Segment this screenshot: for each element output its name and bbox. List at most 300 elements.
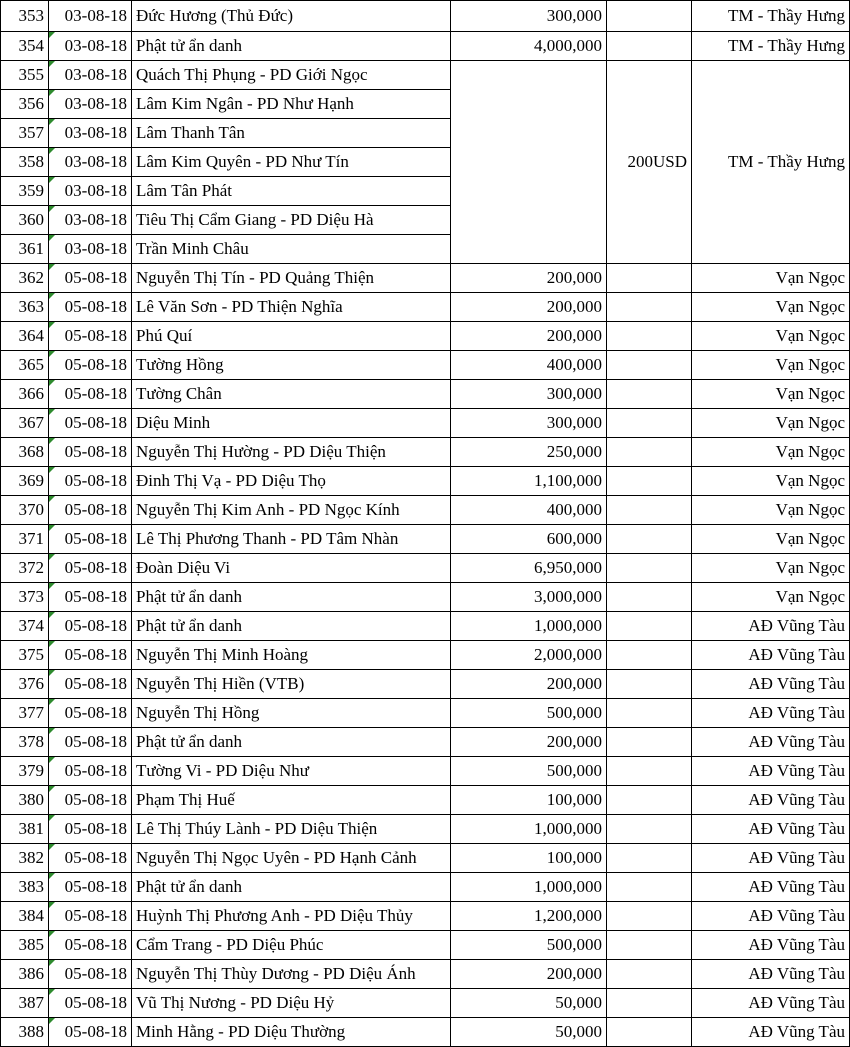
- row-date[interactable]: [49, 380, 132, 409]
- row-amount[interactable]: 1,000,000: [451, 815, 607, 844]
- row-source[interactable]: Vạn Ngọc: [692, 496, 850, 525]
- row-date-text: 05-08-18: [64, 732, 127, 751]
- row-number[interactable]: 378: [1, 728, 49, 757]
- row-date-text: 05-08-18: [64, 674, 127, 693]
- row-donor-name[interactable]: Lâm Kim Ngân - PD Như Hạnh: [132, 90, 451, 119]
- row-donor-name[interactable]: Phật tử ẩn danh: [132, 728, 451, 757]
- row-number[interactable]: 377: [1, 699, 49, 728]
- row-amount[interactable]: 50,000: [451, 989, 607, 1018]
- error-indicator-icon: [49, 496, 55, 502]
- row-date[interactable]: [49, 1018, 132, 1047]
- row-date-text: 05-08-18: [64, 877, 127, 896]
- row-date[interactable]: [49, 815, 132, 844]
- row-amount[interactable]: 500,000: [451, 699, 607, 728]
- error-indicator-icon: [49, 409, 55, 415]
- table-row: [1, 554, 850, 583]
- row-date-text: 03-08-18: [64, 6, 127, 25]
- row-source[interactable]: AĐ Vũng Tàu: [692, 786, 850, 815]
- row-donor-name[interactable]: Trần Minh Châu: [132, 235, 451, 264]
- row-source[interactable]: Vạn Ngọc: [692, 380, 850, 409]
- row-date-text: 05-08-18: [64, 848, 127, 867]
- row-date[interactable]: [49, 322, 132, 351]
- row-date-text: 03-08-18: [64, 65, 127, 84]
- row-amount[interactable]: 250,000: [451, 438, 607, 467]
- row-usd-amount[interactable]: [607, 670, 692, 699]
- row-amount[interactable]: 3,000,000: [451, 583, 607, 612]
- table-row: [1, 438, 850, 467]
- row-usd-amount[interactable]: [607, 496, 692, 525]
- row-usd-amount[interactable]: [607, 438, 692, 467]
- table-row: [1, 525, 850, 554]
- row-donor-name[interactable]: Nguyễn Thị Hồng: [132, 699, 451, 728]
- row-donor-name[interactable]: Lê Thị Thúy Lành - PD Diệu Thiện: [132, 815, 451, 844]
- row-donor-name[interactable]: Tiêu Thị Cẩm Giang - PD Diệu Hà: [132, 206, 451, 235]
- row-date-text: 05-08-18: [64, 529, 127, 548]
- row-date-text: 05-08-18: [64, 703, 127, 722]
- row-date-text: 05-08-18: [64, 993, 127, 1012]
- row-date[interactable]: [49, 351, 132, 380]
- row-date-text: 03-08-18: [64, 94, 127, 113]
- row-amount[interactable]: [451, 206, 607, 235]
- row-donor-name[interactable]: Phật tử ẩn danh: [132, 32, 451, 61]
- row-donor-name[interactable]: Lâm Kim Quyên - PD Như Tín: [132, 148, 451, 177]
- group-usd-amount[interactable]: 200USD: [607, 61, 692, 264]
- row-number[interactable]: 365: [1, 351, 49, 380]
- row-donor-name[interactable]: Nguyễn Thị Minh Hoàng: [132, 641, 451, 670]
- table-row: [1, 641, 850, 670]
- row-amount[interactable]: 100,000: [451, 844, 607, 873]
- table-row: [1, 844, 850, 873]
- error-indicator-icon: [49, 815, 55, 821]
- row-number[interactable]: 374: [1, 612, 49, 641]
- error-indicator-icon: [49, 322, 55, 328]
- row-number[interactable]: 370: [1, 496, 49, 525]
- row-usd-amount[interactable]: [607, 873, 692, 902]
- table-row: [1, 293, 850, 322]
- error-indicator-icon: [49, 931, 55, 937]
- table-row: [1, 264, 850, 293]
- row-amount[interactable]: 50,000: [451, 1018, 607, 1047]
- row-number[interactable]: 357: [1, 119, 49, 148]
- row-amount[interactable]: 1,200,000: [451, 902, 607, 931]
- error-indicator-icon: [49, 728, 55, 734]
- error-indicator-icon: [49, 467, 55, 473]
- row-number[interactable]: 366: [1, 380, 49, 409]
- row-date[interactable]: [49, 583, 132, 612]
- row-usd-amount[interactable]: [607, 960, 692, 989]
- row-amount[interactable]: 200,000: [451, 264, 607, 293]
- row-amount[interactable]: 400,000: [451, 496, 607, 525]
- row-donor-name[interactable]: Phú Quí: [132, 322, 451, 351]
- row-date-text: 05-08-18: [64, 906, 127, 925]
- row-number[interactable]: 354: [1, 32, 49, 61]
- row-date-text: 05-08-18: [64, 471, 127, 490]
- table-row: [1, 496, 850, 525]
- table-row: [1, 931, 850, 960]
- row-usd-amount[interactable]: [607, 409, 692, 438]
- row-source[interactable]: AĐ Vũng Tàu: [692, 844, 850, 873]
- row-date[interactable]: [49, 699, 132, 728]
- error-indicator-icon: [49, 293, 55, 299]
- row-source[interactable]: Vạn Ngọc: [692, 467, 850, 496]
- row-number[interactable]: 379: [1, 757, 49, 786]
- error-indicator-icon: [49, 902, 55, 908]
- error-indicator-icon: [49, 786, 55, 792]
- row-source[interactable]: Vạn Ngọc: [692, 583, 850, 612]
- row-date-text: 05-08-18: [64, 790, 127, 809]
- row-donor-name[interactable]: Nguyễn Thị Hiền (VTB): [132, 670, 451, 699]
- error-indicator-icon: [49, 844, 55, 850]
- row-number[interactable]: 367: [1, 409, 49, 438]
- row-date[interactable]: [49, 293, 132, 322]
- row-donor-name[interactable]: Nguyễn Thị Hường - PD Diệu Thiện: [132, 438, 451, 467]
- error-indicator-icon: [49, 583, 55, 589]
- row-usd-amount[interactable]: [607, 264, 692, 293]
- row-donor-name[interactable]: Lê Thị Phương Thanh - PD Tâm Nhàn: [132, 525, 451, 554]
- row-donor-name[interactable]: Nguyễn Thị Tín - PD Quảng Thiện: [132, 264, 451, 293]
- row-usd-amount[interactable]: [607, 1018, 692, 1047]
- row-number[interactable]: 363: [1, 293, 49, 322]
- table-row: [1, 380, 850, 409]
- error-indicator-icon: [49, 670, 55, 676]
- row-number[interactable]: 371: [1, 525, 49, 554]
- error-indicator-icon: [49, 119, 55, 125]
- row-source[interactable]: AĐ Vũng Tàu: [692, 1018, 850, 1047]
- row-date[interactable]: [49, 844, 132, 873]
- row-amount[interactable]: 1,100,000: [451, 467, 607, 496]
- row-date-text: 05-08-18: [64, 384, 127, 403]
- row-date[interactable]: [49, 728, 132, 757]
- row-date[interactable]: [49, 873, 132, 902]
- table-row: [1, 583, 850, 612]
- row-source[interactable]: AĐ Vũng Tàu: [692, 873, 850, 902]
- row-usd-amount[interactable]: [607, 380, 692, 409]
- row-donor-name[interactable]: Cẩm Trang - PD Diệu Phúc: [132, 931, 451, 960]
- row-date-text: 05-08-18: [64, 297, 127, 316]
- table-row: [1, 409, 850, 438]
- row-date[interactable]: [49, 670, 132, 699]
- row-date[interactable]: [49, 61, 132, 90]
- row-date[interactable]: [49, 409, 132, 438]
- row-source[interactable]: Vạn Ngọc: [692, 264, 850, 293]
- row-usd-amount[interactable]: [607, 641, 692, 670]
- row-usd-amount[interactable]: [607, 728, 692, 757]
- row-donor-name[interactable]: Phật tử ẩn danh: [132, 873, 451, 902]
- row-date[interactable]: [49, 235, 132, 264]
- row-number[interactable]: 359: [1, 177, 49, 206]
- row-donor-name[interactable]: Phật tử ẩn danh: [132, 583, 451, 612]
- row-usd-amount[interactable]: [607, 351, 692, 380]
- error-indicator-icon: [49, 612, 55, 618]
- row-date[interactable]: [49, 264, 132, 293]
- error-indicator-icon: [49, 438, 55, 444]
- row-date[interactable]: [49, 148, 132, 177]
- row-number[interactable]: 368: [1, 438, 49, 467]
- row-date-text: 03-08-18: [64, 123, 127, 142]
- row-source[interactable]: AĐ Vũng Tàu: [692, 728, 850, 757]
- row-date[interactable]: [49, 612, 132, 641]
- row-date-text: 05-08-18: [64, 645, 127, 664]
- row-source[interactable]: Vạn Ngọc: [692, 293, 850, 322]
- row-donor-name[interactable]: Tường Vi - PD Diệu Như: [132, 757, 451, 786]
- row-source[interactable]: AĐ Vũng Tàu: [692, 815, 850, 844]
- row-number[interactable]: 373: [1, 583, 49, 612]
- group-source[interactable]: TM - Thầy Hưng: [692, 61, 850, 264]
- row-usd-amount[interactable]: [607, 989, 692, 1018]
- row-donor-name[interactable]: Nguyễn Thị Thùy Dương - PD Diệu Ánh: [132, 960, 451, 989]
- row-donor-name[interactable]: Diệu Minh: [132, 409, 451, 438]
- row-date-text: 05-08-18: [64, 268, 127, 287]
- row-usd-amount[interactable]: [607, 554, 692, 583]
- row-usd-amount[interactable]: [607, 612, 692, 641]
- row-date[interactable]: [49, 525, 132, 554]
- row-donor-name[interactable]: Lâm Thanh Tân: [132, 119, 451, 148]
- row-date-text: 05-08-18: [64, 500, 127, 519]
- error-indicator-icon: [49, 32, 55, 38]
- row-amount[interactable]: [451, 148, 607, 177]
- row-date[interactable]: [49, 90, 132, 119]
- row-number[interactable]: 353: [1, 1, 49, 32]
- table-row: [1, 467, 850, 496]
- row-donor-name[interactable]: Tường Chân: [132, 380, 451, 409]
- row-donor-name[interactable]: Minh Hằng - PD Diệu Thường: [132, 1018, 451, 1047]
- error-indicator-icon: [49, 90, 55, 96]
- row-donor-name[interactable]: Nguyễn Thị Ngọc Uyên - PD Hạnh Cảnh: [132, 844, 451, 873]
- row-date-text: 05-08-18: [64, 964, 127, 983]
- row-amount[interactable]: 200,000: [451, 960, 607, 989]
- row-usd-amount[interactable]: [607, 322, 692, 351]
- error-indicator-icon: [49, 148, 55, 154]
- table-row: [1, 612, 850, 641]
- row-usd-amount[interactable]: [607, 699, 692, 728]
- row-amount[interactable]: 1,000,000: [451, 612, 607, 641]
- row-donor-name[interactable]: Tường Hồng: [132, 351, 451, 380]
- row-date[interactable]: [49, 989, 132, 1018]
- row-donor-name[interactable]: Đức Hương (Thủ Đức): [132, 1, 451, 32]
- row-source[interactable]: AĐ Vũng Tàu: [692, 989, 850, 1018]
- row-amount[interactable]: 1,000,000: [451, 873, 607, 902]
- table-row: [1, 32, 850, 61]
- row-date-text: 03-08-18: [64, 210, 127, 229]
- error-indicator-icon: [49, 960, 55, 966]
- row-date-text: 05-08-18: [64, 935, 127, 954]
- error-indicator-icon: [49, 873, 55, 879]
- row-date-text: 05-08-18: [64, 442, 127, 461]
- row-amount[interactable]: [451, 90, 607, 119]
- table-row: [1, 670, 850, 699]
- row-number[interactable]: 388: [1, 1018, 49, 1047]
- row-source[interactable]: Vạn Ngọc: [692, 554, 850, 583]
- error-indicator-icon: [49, 351, 55, 357]
- table-row: [1, 1, 850, 32]
- row-amount[interactable]: 300,000: [451, 1, 607, 32]
- row-amount[interactable]: 200,000: [451, 670, 607, 699]
- row-number[interactable]: 381: [1, 815, 49, 844]
- row-amount[interactable]: 4,000,000: [451, 32, 607, 61]
- row-source[interactable]: AĐ Vũng Tàu: [692, 902, 850, 931]
- error-indicator-icon: [49, 699, 55, 705]
- row-donor-name[interactable]: Đoàn Diệu Vi: [132, 554, 451, 583]
- error-indicator-icon: [49, 641, 55, 647]
- row-usd-amount[interactable]: [607, 786, 692, 815]
- row-donor-name[interactable]: Phật tử ẩn danh: [132, 612, 451, 641]
- table-row: [1, 728, 850, 757]
- row-date[interactable]: [49, 1, 132, 32]
- row-number[interactable]: 355: [1, 61, 49, 90]
- row-donor-name[interactable]: Lê Văn Sơn - PD Thiện Nghĩa: [132, 293, 451, 322]
- row-date-text: 03-08-18: [64, 239, 127, 258]
- row-date-text: 03-08-18: [64, 36, 127, 55]
- row-source[interactable]: Vạn Ngọc: [692, 409, 850, 438]
- row-donor-name[interactable]: Phạm Thị Huế: [132, 786, 451, 815]
- row-date-text: 05-08-18: [64, 616, 127, 635]
- error-indicator-icon: [49, 61, 55, 67]
- row-date[interactable]: [49, 32, 132, 61]
- row-donor-name[interactable]: Vũ Thị Nương - PD Diệu Hỷ: [132, 989, 451, 1018]
- row-usd-amount[interactable]: [607, 931, 692, 960]
- row-number[interactable]: 356: [1, 90, 49, 119]
- row-number[interactable]: 380: [1, 786, 49, 815]
- row-date[interactable]: [49, 960, 132, 989]
- table-row: [1, 873, 850, 902]
- row-source[interactable]: Vạn Ngọc: [692, 351, 850, 380]
- row-usd-amount[interactable]: [607, 902, 692, 931]
- row-amount[interactable]: [451, 61, 607, 90]
- table-row: [1, 960, 850, 989]
- row-amount[interactable]: [451, 119, 607, 148]
- row-amount[interactable]: 500,000: [451, 931, 607, 960]
- error-indicator-icon: [49, 380, 55, 386]
- row-date-text: 05-08-18: [64, 761, 127, 780]
- row-amount[interactable]: [451, 177, 607, 206]
- row-number[interactable]: 360: [1, 206, 49, 235]
- row-amount[interactable]: 300,000: [451, 409, 607, 438]
- row-source[interactable]: TM - Thầy Hưng: [692, 1, 850, 32]
- row-source[interactable]: Vạn Ngọc: [692, 525, 850, 554]
- row-date[interactable]: [49, 177, 132, 206]
- row-number[interactable]: 369: [1, 467, 49, 496]
- row-date-text: 05-08-18: [64, 1022, 127, 1041]
- row-amount[interactable]: 100,000: [451, 786, 607, 815]
- row-number[interactable]: 386: [1, 960, 49, 989]
- row-usd-amount[interactable]: [607, 815, 692, 844]
- error-indicator-icon: [49, 206, 55, 212]
- row-number[interactable]: 382: [1, 844, 49, 873]
- row-amount[interactable]: 600,000: [451, 525, 607, 554]
- table-row: [1, 322, 850, 351]
- table-row: [1, 699, 850, 728]
- row-number[interactable]: 364: [1, 322, 49, 351]
- row-number[interactable]: 387: [1, 989, 49, 1018]
- row-date[interactable]: [49, 641, 132, 670]
- table-row: [1, 902, 850, 931]
- row-date[interactable]: [49, 554, 132, 583]
- row-date[interactable]: [49, 757, 132, 786]
- error-indicator-icon: [49, 525, 55, 531]
- row-number[interactable]: 376: [1, 670, 49, 699]
- error-indicator-icon: [49, 235, 55, 241]
- row-source[interactable]: AĐ Vũng Tàu: [692, 612, 850, 641]
- row-number[interactable]: 372: [1, 554, 49, 583]
- row-date-text: 03-08-18: [64, 152, 127, 171]
- row-number[interactable]: 362: [1, 264, 49, 293]
- row-source[interactable]: AĐ Vũng Tàu: [692, 641, 850, 670]
- row-date[interactable]: [49, 931, 132, 960]
- row-amount[interactable]: 6,950,000: [451, 554, 607, 583]
- row-amount[interactable]: 200,000: [451, 728, 607, 757]
- row-amount[interactable]: 200,000: [451, 293, 607, 322]
- row-date-text: 05-08-18: [64, 819, 127, 838]
- row-donor-name[interactable]: Lâm Tân Phát: [132, 177, 451, 206]
- row-date-text: 03-08-18: [64, 181, 127, 200]
- row-amount[interactable]: 2,000,000: [451, 641, 607, 670]
- error-indicator-icon: [49, 177, 55, 183]
- row-date-text: 05-08-18: [64, 413, 127, 432]
- row-usd-amount[interactable]: [607, 844, 692, 873]
- row-source[interactable]: TM - Thầy Hưng: [692, 32, 850, 61]
- row-number[interactable]: 361: [1, 235, 49, 264]
- row-date-text: 05-08-18: [64, 355, 127, 374]
- row-amount[interactable]: 400,000: [451, 351, 607, 380]
- row-date[interactable]: [49, 786, 132, 815]
- error-indicator-icon: [49, 989, 55, 995]
- row-source[interactable]: Vạn Ngọc: [692, 322, 850, 351]
- row-number[interactable]: 383: [1, 873, 49, 902]
- row-donor-name[interactable]: Huỳnh Thị Phương Anh - PD Diệu Thủy: [132, 902, 451, 931]
- row-usd-amount[interactable]: [607, 525, 692, 554]
- error-indicator-icon: [49, 1018, 55, 1024]
- row-usd-amount[interactable]: [607, 467, 692, 496]
- row-number[interactable]: 384: [1, 902, 49, 931]
- row-usd-amount[interactable]: [607, 757, 692, 786]
- row-donor-name[interactable]: Đinh Thị Vạ - PD Diệu Thọ: [132, 467, 451, 496]
- row-source[interactable]: AĐ Vũng Tàu: [692, 757, 850, 786]
- row-date-text: 05-08-18: [64, 587, 127, 606]
- row-usd-amount[interactable]: [607, 583, 692, 612]
- row-source[interactable]: AĐ Vũng Tàu: [692, 960, 850, 989]
- row-date[interactable]: [49, 119, 132, 148]
- row-amount[interactable]: 500,000: [451, 757, 607, 786]
- row-amount[interactable]: [451, 235, 607, 264]
- table-row: [1, 351, 850, 380]
- row-donor-name[interactable]: Quách Thị Phụng - PD Giới Ngọc: [132, 61, 451, 90]
- row-date[interactable]: [49, 438, 132, 467]
- table-row: [1, 786, 850, 815]
- row-source[interactable]: AĐ Vũng Tàu: [692, 931, 850, 960]
- row-usd-amount[interactable]: [607, 32, 692, 61]
- row-date[interactable]: [49, 496, 132, 525]
- row-number[interactable]: 385: [1, 931, 49, 960]
- row-usd-amount[interactable]: [607, 1, 692, 32]
- row-source[interactable]: AĐ Vũng Tàu: [692, 699, 850, 728]
- table-row: [1, 989, 850, 1018]
- row-source[interactable]: Vạn Ngọc: [692, 438, 850, 467]
- row-amount[interactable]: 300,000: [451, 380, 607, 409]
- row-date[interactable]: [49, 467, 132, 496]
- error-indicator-icon: [49, 264, 55, 270]
- row-number[interactable]: 358: [1, 148, 49, 177]
- row-usd-amount[interactable]: [607, 293, 692, 322]
- row-number[interactable]: 375: [1, 641, 49, 670]
- row-source[interactable]: AĐ Vũng Tàu: [692, 670, 850, 699]
- ledger-body: [1, 1, 850, 1047]
- row-donor-name[interactable]: Nguyễn Thị Kim Anh - PD Ngọc Kính: [132, 496, 451, 525]
- row-date[interactable]: [49, 902, 132, 931]
- row-date[interactable]: [49, 206, 132, 235]
- table-row: [1, 815, 850, 844]
- row-date-text: 05-08-18: [64, 326, 127, 345]
- row-amount[interactable]: 200,000: [451, 322, 607, 351]
